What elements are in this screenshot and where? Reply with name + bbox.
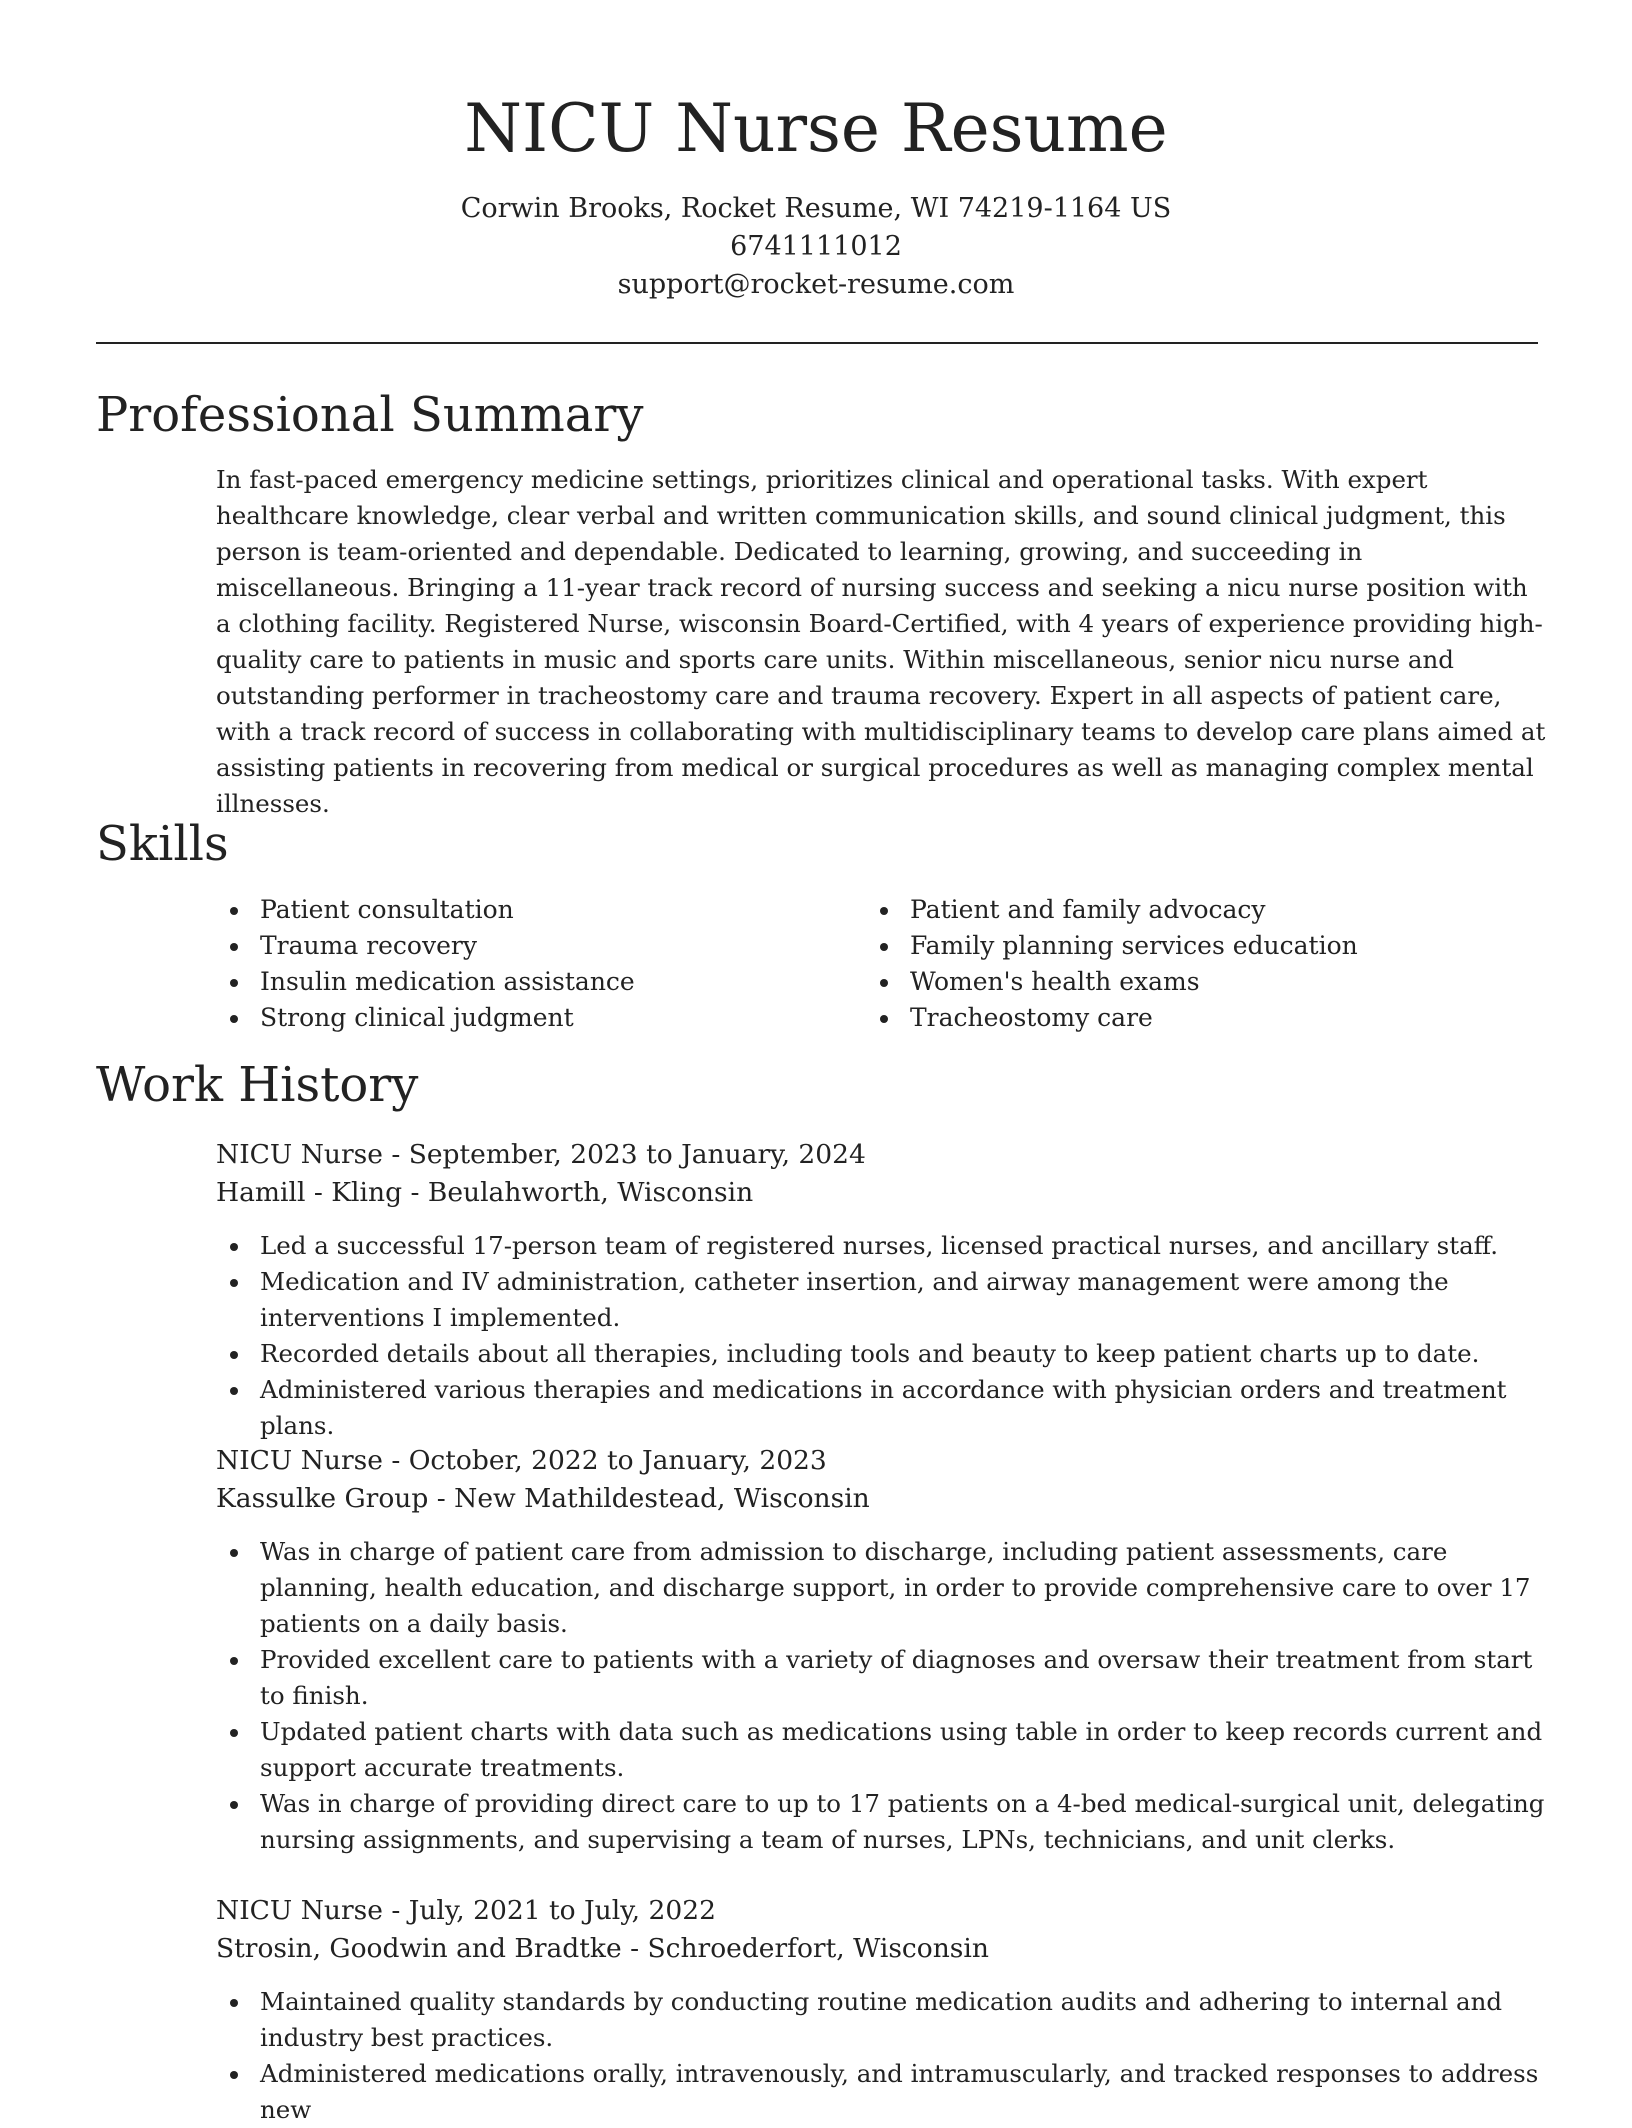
job-employer: Kassulke Group xyxy=(216,1483,429,1514)
job-employer-line xyxy=(216,1174,753,1212)
job-bullet: Administered various therapies and medications in accordance with physician orders and treatment plans. xyxy=(216,1372,1546,1444)
job-bullet: Updated patient charts with data such as medications using table in order to keep records current and support accurate treatments. xyxy=(216,1714,1546,1786)
skill-item: Family planning services education xyxy=(866,928,1546,964)
job-bullet: Recorded details about all therapies, including tools and beauty to keep patient charts up to date. xyxy=(216,1336,1546,1372)
work-heading: Work History xyxy=(96,1057,419,1113)
job-title-line: NICU Nurse - July, 2021 to July, 2022 xyxy=(216,1895,716,1926)
skills-heading: Skills xyxy=(96,816,229,872)
job-employer: Strosin, Goodwin and Bradtke xyxy=(216,1933,622,1964)
skill-item: Insulin medication assistance xyxy=(216,964,856,1000)
job-bullet: Led a successful 17-person team of registered nurses, licensed practical nurses, and ancillary staff. xyxy=(216,1228,1546,1264)
job-bullet: Maintained quality standards by conducting routine medication audits and adhering to internal and industry best practices. xyxy=(216,1984,1546,2056)
contact-address: Corwin Brooks, Rocket Resume, WI 74219-1164 US xyxy=(460,193,1172,224)
skill-item: Patient consultation xyxy=(216,892,856,928)
contact-email: support@rocket-resume.com xyxy=(617,269,1015,300)
job-bullet: Administered medications orally, intravenously, and intramuscularly, and tracked responses to address new xyxy=(216,2056,1546,2128)
job-bullets xyxy=(216,1228,1546,1444)
skills-list-right xyxy=(866,892,1546,1036)
job-location: - New Mathildestead, Wisconsin xyxy=(428,1483,870,1514)
job-bullet: Provided excellent care to patients with a variety of diagnoses and oversaw their treatment from start to finish. xyxy=(216,1642,1546,1714)
job-bullets xyxy=(216,1534,1546,1858)
summary-text: In fast-paced emergency medicine settings, prioritizes clinical and operational tasks. With expert healthcare knowledge, clear verbal and written communication skills, and sound clinical judgment, this person is team-oriented and dependable. Dedicated to learning, growing, and succeeding in miscellaneous. Bringing a 11-year track record of nursing success and seeking a nicu nurse position with a clothing facility. Registered Nurse, wisconsin Board-Certified, with 4 years of experience providing high-quality care to patients in music and sports care units. Within miscellaneous, senior nicu nurse and outstanding performer in tracheostomy care and trauma recovery. Expert in all aspects of patient care, with a track record of success in collaborating with multidisciplinary teams to develop care plans aimed at assisting patients in recovering from medical or surgical procedures as well as managing complex mental illnesses. xyxy=(216,465,1546,818)
summary-heading: Professional Summary xyxy=(96,387,644,443)
job-employer-line xyxy=(216,1930,989,1968)
job-location: - Schroederfort, Wisconsin xyxy=(621,1933,989,1964)
job-location: - Beulahworth, Wisconsin xyxy=(402,1177,754,1208)
header-divider xyxy=(96,342,1538,344)
job-bullet: Was in charge of patient care from admission to discharge, including patient assessments, care planning, health education, and discharge support, in order to provide comprehensive care to over 17 patients on a daily basis. xyxy=(216,1534,1546,1642)
skill-item: Patient and family advocacy xyxy=(866,892,1546,928)
resume-title: NICU Nurse Resume xyxy=(464,90,1168,167)
job-title-line: NICU Nurse - September, 2023 to January, 2024 xyxy=(216,1139,866,1170)
job-employer: Hamill - Kling xyxy=(216,1177,403,1208)
job-employer-line xyxy=(216,1480,870,1518)
job-bullets xyxy=(216,1984,1546,2128)
skill-item: Trauma recovery xyxy=(216,928,856,964)
job-bullet: Medication and IV administration, catheter insertion, and airway management were among the interventions I implemented. xyxy=(216,1264,1546,1336)
skills-list-left xyxy=(216,892,856,1036)
job-title-line: NICU Nurse - October, 2022 to January, 2023 xyxy=(216,1445,827,1476)
skill-item: Strong clinical judgment xyxy=(216,1000,856,1036)
skill-item: Tracheostomy care xyxy=(866,1000,1546,1036)
skill-item: Women's health exams xyxy=(866,964,1546,1000)
job-bullet: Was in charge of providing direct care to up to 17 patients on a 4-bed medical-surgical unit, delegating nursing assignments, and supervising a team of nurses, LPNs, technicians, and unit clerks. xyxy=(216,1786,1546,1858)
contact-phone: 6741111012 xyxy=(730,231,902,262)
